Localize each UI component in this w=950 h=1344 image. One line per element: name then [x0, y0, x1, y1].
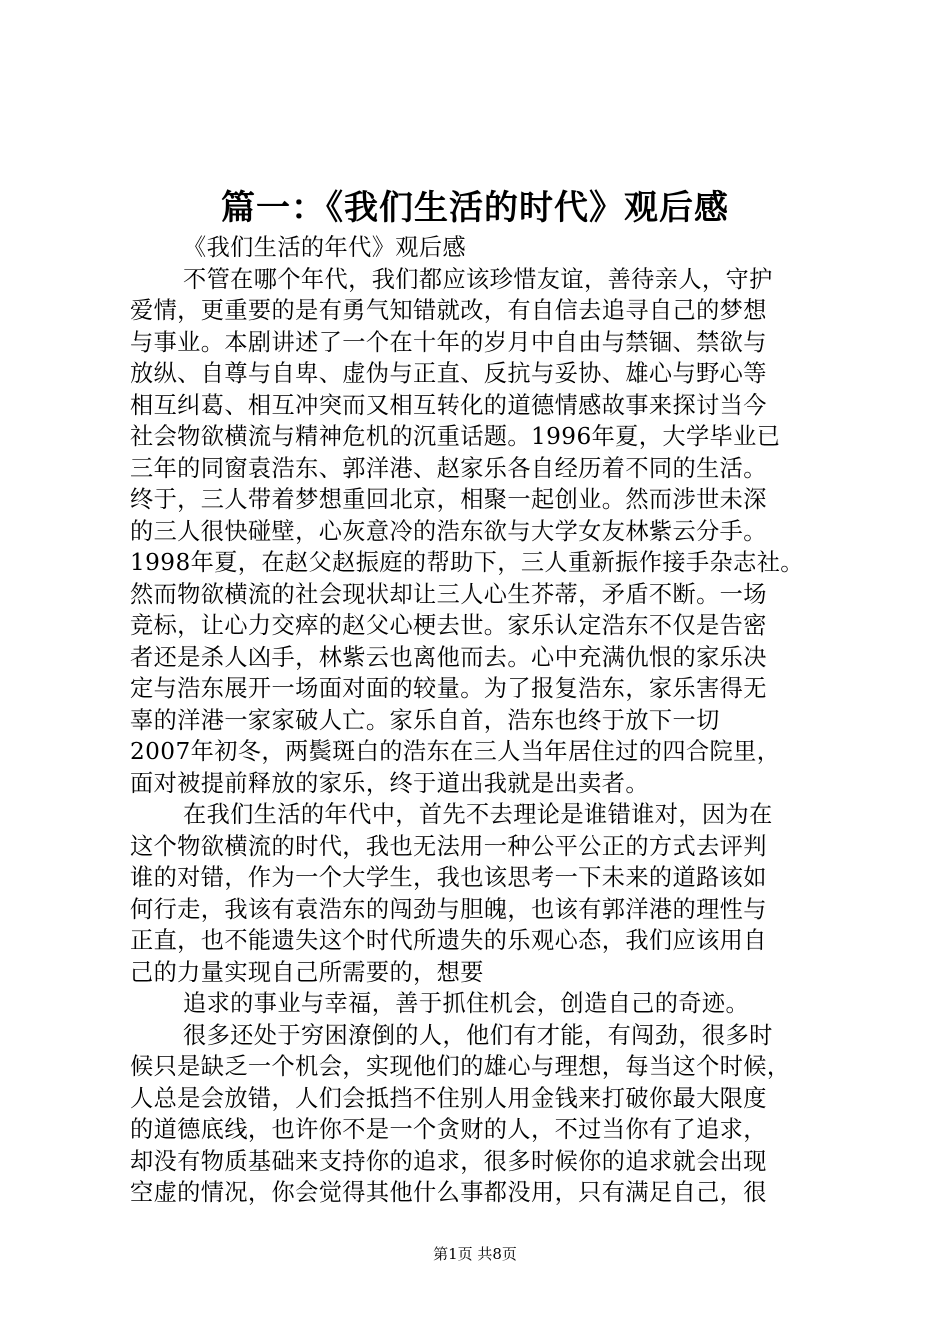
- text-line: 定与浩东展开一场面对面的较量。为了报复浩东，家乐害得无: [130, 675, 767, 702]
- text-line: 正直，也不能遗失这个时代所遗失的乐观心态，我们应该用自: [130, 927, 767, 954]
- text-line: 与事业。本剧讲述了一个在十年的岁月中自由与禁锢、禁欲与: [130, 328, 767, 356]
- text-line: 候只是缺乏一个机会，实现他们的雄心与理想，每当这个时候，: [130, 1053, 791, 1080]
- text-line: 然而物欲横流的社会现状却让三人心生芥蒂，矛盾不断。一场: [130, 580, 767, 608]
- text-line: 者还是杀人凶手，林紫云也离他而去。心中充满仇恨的家乐决: [130, 643, 767, 671]
- text-line: 何行走，我该有袁浩东的闯劲与胆魄，也该有郭洋港的理性与: [130, 895, 767, 923]
- text-line: 却没有物质基础来支持你的追求，很多时候你的追求就会出现: [130, 1147, 767, 1175]
- text-line: 追求的事业与幸福，善于抓住机会，创造自己的奇迹。: [183, 990, 750, 1017]
- text-line: 相互纠葛、相互冲突而又相互转化的道德情感故事来探讨当今: [130, 391, 767, 419]
- text-line: 很多还处于穷困潦倒的人，他们有才能，有闯劲，很多时: [183, 1021, 773, 1049]
- text-line: 爱情，更重要的是有勇气知错就改，有自信去追寻自己的梦想: [130, 297, 767, 324]
- text-line: 这个物欲横流的时代，我也无法用一种公平公正的方式去评判: [130, 832, 767, 860]
- text-line: 2007年初冬，两鬓斑白的浩东在三人当年居住过的四合院里，: [130, 738, 781, 765]
- text-line: 不管在哪个年代，我们都应该珍惜友谊，善待亲人，守护: [183, 265, 773, 293]
- text-line: 面对被提前释放的家乐，终于道出我就是出卖者。: [130, 769, 649, 797]
- text-line: 己的力量实现自己所需要的，想要: [130, 958, 484, 986]
- document-title: 篇一：《我们生活的时代》观后感: [221, 188, 729, 228]
- text-line: 空虚的情况，你会觉得其他什么事都没用，只有满足自己，很: [130, 1179, 767, 1206]
- text-line: 1998年夏，在赵父赵振庭的帮助下，三人重新振作接手杂志社。: [130, 549, 804, 576]
- text-line: 竞标，让心力交瘁的赵父心梗去世。家乐认定浩东不仅是告密: [130, 612, 767, 639]
- text-line: 社会物欲横流与精神危机的沉重话题。1996年夏，大学毕业已: [130, 423, 781, 450]
- text-line: 放纵、自尊与自卑、虚伪与正直、反抗与妥协、雄心与野心等: [130, 360, 767, 387]
- text-line: 辜的洋港一家家破人亡。家乐自首，浩东也终于放下一切: [130, 706, 720, 734]
- text-line: 《我们生活的年代》观后感: [183, 234, 467, 261]
- text-line: 的道德底线，也许你不是一个贪财的人，不过当你有了追求，: [130, 1116, 767, 1143]
- document-body: [130, 232, 830, 1209]
- text-line: 人总是会放错，人们会抵挡不住别人用金钱来打破你最大限度: [130, 1084, 767, 1112]
- text-line: 在我们生活的年代中，首先不去理论是谁错谁对，因为在: [183, 801, 773, 828]
- text-line: 的三人很快碰壁，心灰意冷的浩东欲与大学女友林紫云分手。: [130, 517, 767, 545]
- text-line: 终于，三人带着梦想重回北京，相聚一起创业。然而涉世未深: [130, 486, 767, 513]
- text-line: 三年的同窗袁浩东、郭洋港、赵家乐各自经历着不同的生活。: [130, 454, 767, 482]
- text-line: 谁的对错，作为一个大学生，我也该思考一下未来的道路该如: [130, 864, 767, 891]
- page-number: 第1页 共8页: [433, 1245, 517, 1263]
